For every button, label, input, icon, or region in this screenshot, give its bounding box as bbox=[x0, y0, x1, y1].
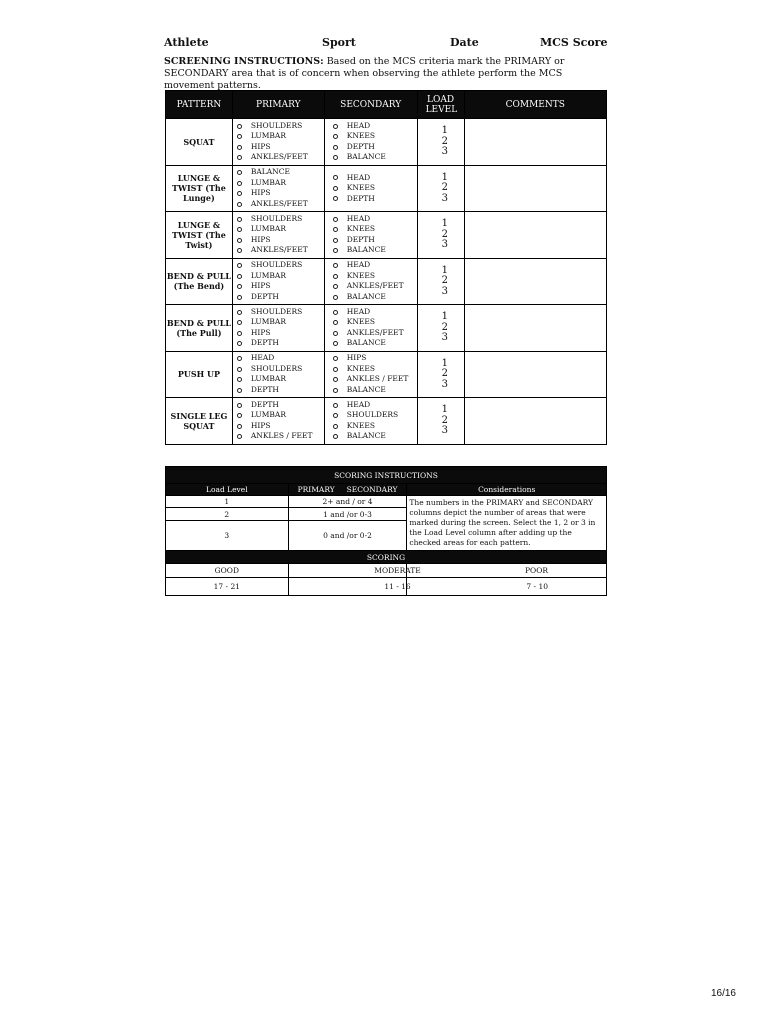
primary-option[interactable] bbox=[237, 199, 324, 210]
secondary-option[interactable] bbox=[329, 338, 417, 349]
secondary-option[interactable] bbox=[329, 183, 417, 194]
primary-option[interactable] bbox=[237, 167, 324, 178]
primary-option[interactable] bbox=[237, 142, 324, 153]
secondary-option[interactable] bbox=[329, 431, 417, 442]
load-level-option[interactable]: 1 bbox=[441, 125, 449, 136]
primary-option[interactable] bbox=[237, 338, 324, 349]
score-rule-3: 0 and /or 0-2 bbox=[288, 520, 407, 550]
col-secondary: SECONDARY bbox=[324, 91, 417, 119]
secondary-option[interactable] bbox=[329, 142, 417, 153]
load-level-option[interactable]: 1 bbox=[441, 218, 449, 229]
primary-option[interactable] bbox=[237, 421, 324, 432]
score-good: GOOD bbox=[166, 564, 289, 578]
secondary-option-label: DEPTH bbox=[346, 234, 375, 244]
checkbox-bullet-icon[interactable] bbox=[237, 434, 242, 439]
primary-option-label: HIPS bbox=[250, 188, 271, 198]
primary-option-label: ANKLES/FEET bbox=[250, 152, 308, 162]
primary-options bbox=[232, 119, 324, 166]
primary-option[interactable] bbox=[237, 431, 324, 442]
col-primary-score: PRIMARY bbox=[297, 485, 335, 494]
load-level-options bbox=[417, 258, 464, 305]
checkbox-bullet-icon[interactable] bbox=[237, 403, 242, 408]
primary-option[interactable] bbox=[237, 374, 324, 385]
checkbox-bullet-icon[interactable] bbox=[237, 388, 242, 393]
primary-option-label: LUMBAR bbox=[250, 317, 286, 327]
score-rule-2: 1 and /or 0-3 bbox=[288, 508, 407, 520]
secondary-option-label: HEAD bbox=[346, 399, 371, 409]
secondary-option[interactable] bbox=[329, 194, 417, 205]
primary-option[interactable] bbox=[237, 364, 324, 375]
mcs-score-label: MCS Score bbox=[540, 36, 608, 49]
secondary-option-label: HEAD bbox=[346, 306, 371, 316]
load-level-option[interactable]: 2 bbox=[441, 182, 449, 193]
secondary-option-label: BALANCE bbox=[346, 291, 386, 301]
primary-options bbox=[232, 258, 324, 305]
scoring-columns-row bbox=[166, 484, 607, 496]
primary-option[interactable] bbox=[237, 224, 324, 235]
secondary-option-label: KNEES bbox=[346, 317, 375, 327]
scoring-title: SCORING bbox=[166, 551, 607, 564]
secondary-option-label: BALANCE bbox=[346, 384, 386, 394]
secondary-option-label: HEAD bbox=[346, 172, 371, 182]
secondary-option[interactable] bbox=[329, 307, 417, 318]
checkbox-bullet-icon[interactable] bbox=[333, 310, 338, 315]
comments-cell[interactable] bbox=[464, 119, 606, 166]
secondary-option-label: BALANCE bbox=[346, 338, 386, 348]
pattern-name: LUNGE & TWIST (The Lunge) bbox=[166, 165, 233, 212]
sport-label: Sport bbox=[322, 36, 356, 49]
checkbox-bullet-icon[interactable] bbox=[237, 284, 242, 289]
pattern-row bbox=[166, 351, 607, 398]
checkbox-bullet-icon[interactable] bbox=[333, 356, 338, 361]
load-level-option[interactable]: 1 bbox=[441, 404, 449, 415]
load-level-option[interactable]: 3 bbox=[441, 332, 449, 343]
athlete-label: Athlete bbox=[164, 36, 209, 49]
primary-option[interactable] bbox=[237, 235, 324, 246]
primary-option-label: DEPTH bbox=[250, 291, 279, 301]
primary-option-label: HIPS bbox=[250, 281, 271, 291]
secondary-options bbox=[324, 212, 417, 259]
primary-option[interactable] bbox=[237, 353, 324, 364]
load-level-options bbox=[417, 305, 464, 352]
primary-option[interactable] bbox=[237, 410, 324, 421]
secondary-options bbox=[324, 258, 417, 305]
secondary-option[interactable] bbox=[329, 260, 417, 271]
score-moderate bbox=[288, 564, 421, 578]
secondary-option[interactable] bbox=[329, 385, 417, 396]
score-level-3: 3 bbox=[166, 520, 289, 550]
load-level-option[interactable]: 3 bbox=[441, 425, 449, 436]
secondary-option[interactable] bbox=[329, 410, 417, 421]
checkbox-bullet-icon[interactable] bbox=[333, 274, 338, 279]
considerations-text: The numbers in the PRIMARY and SECONDARY columns depict the number of areas that were marked during the screen. Select the 1, 2 or 3 in the Load Level column after adding up the checked areas for each pattern. bbox=[407, 496, 607, 551]
checkbox-bullet-icon[interactable] bbox=[237, 367, 242, 372]
load-level-option[interactable]: 2 bbox=[441, 321, 449, 333]
secondary-option[interactable] bbox=[329, 281, 417, 292]
secondary-option[interactable] bbox=[329, 364, 417, 375]
pattern-row bbox=[166, 212, 607, 259]
col-comments: COMMENTS bbox=[464, 91, 606, 119]
score-poor-range-cell bbox=[407, 578, 607, 596]
col-primary-secondary bbox=[288, 484, 407, 496]
checkbox-bullet-icon[interactable] bbox=[333, 413, 338, 418]
primary-option[interactable] bbox=[237, 188, 324, 199]
checkbox-bullet-icon[interactable] bbox=[333, 388, 338, 393]
col-secondary-score: SECONDARY bbox=[346, 485, 398, 494]
load-level-option[interactable]: 3 bbox=[441, 146, 449, 157]
secondary-option-label: BALANCE bbox=[346, 431, 386, 441]
checkbox-bullet-icon[interactable] bbox=[237, 310, 242, 315]
score-good-range: 17 - 21 bbox=[166, 578, 289, 596]
scoring-values-row bbox=[166, 578, 607, 596]
secondary-option-label: SHOULDERS bbox=[346, 410, 399, 420]
primary-option-label: DEPTH bbox=[250, 384, 279, 394]
checkbox-bullet-icon[interactable] bbox=[237, 263, 242, 268]
secondary-option-label: KNEES bbox=[346, 224, 375, 234]
score-moderate-range-cell bbox=[288, 578, 411, 596]
checkbox-bullet-icon[interactable] bbox=[237, 170, 242, 175]
pattern-name: SINGLE LEG SQUAT bbox=[166, 398, 233, 445]
col-load-level-score: Load Level bbox=[166, 484, 289, 496]
scoring-title-row bbox=[166, 551, 607, 564]
primary-option[interactable] bbox=[237, 245, 324, 256]
primary-option-label: HIPS bbox=[250, 141, 271, 151]
pattern-name: LUNGE & TWIST (The Twist) bbox=[166, 212, 233, 259]
primary-option[interactable] bbox=[237, 121, 324, 132]
primary-option-label: HIPS bbox=[250, 327, 271, 337]
secondary-option[interactable] bbox=[329, 400, 417, 411]
secondary-options bbox=[324, 165, 417, 212]
primary-options bbox=[232, 351, 324, 398]
primary-option-label: LUMBAR bbox=[250, 131, 286, 141]
primary-option-label: SHOULDERS bbox=[250, 363, 303, 373]
checkbox-bullet-icon[interactable] bbox=[237, 124, 242, 129]
load-level-option[interactable]: 1 bbox=[441, 264, 449, 276]
primary-option-label: SHOULDERS bbox=[250, 306, 303, 316]
score-poor-label: POOR bbox=[525, 566, 548, 575]
secondary-option-label: KNEES bbox=[346, 363, 375, 373]
primary-option[interactable] bbox=[237, 152, 324, 163]
primary-option[interactable] bbox=[237, 292, 324, 303]
score-moderate-range: 11 - 16 bbox=[384, 582, 411, 591]
checkbox-bullet-icon[interactable] bbox=[333, 186, 338, 191]
comments-cell[interactable] bbox=[464, 258, 606, 305]
score-moderate-label: MODERATE bbox=[374, 566, 421, 575]
checkbox-bullet-icon[interactable] bbox=[237, 248, 242, 253]
scoring-instructions-row bbox=[166, 467, 607, 484]
secondary-option-label: KNEES bbox=[346, 270, 375, 280]
score-poor-cell bbox=[407, 564, 607, 578]
checkbox-bullet-icon[interactable] bbox=[333, 341, 338, 346]
checkbox-bullet-icon[interactable] bbox=[333, 175, 338, 180]
primary-option-label: SHOULDERS bbox=[250, 120, 303, 130]
checkbox-bullet-icon[interactable] bbox=[333, 367, 338, 372]
instructions-label: SCREENING INSTRUCTIONS: bbox=[164, 56, 324, 67]
col-primary: PRIMARY bbox=[232, 91, 324, 119]
comments-cell[interactable] bbox=[464, 351, 606, 398]
secondary-option-label: BALANCE bbox=[346, 152, 386, 162]
primary-option[interactable] bbox=[237, 214, 324, 225]
secondary-option[interactable] bbox=[329, 131, 417, 142]
secondary-option-label: KNEES bbox=[346, 183, 375, 192]
load-level-options bbox=[417, 119, 464, 166]
checkbox-bullet-icon[interactable] bbox=[237, 191, 242, 196]
checkbox-bullet-icon[interactable] bbox=[237, 227, 242, 232]
col-load-level bbox=[417, 91, 464, 119]
load-level-options bbox=[417, 351, 464, 398]
pattern-row bbox=[166, 119, 607, 166]
scoring-table bbox=[165, 466, 607, 596]
primary-option[interactable] bbox=[237, 260, 324, 271]
checkbox-bullet-icon[interactable] bbox=[237, 202, 242, 207]
screening-header-row bbox=[166, 91, 607, 119]
load-level-option[interactable]: 2 bbox=[441, 368, 449, 379]
secondary-option[interactable] bbox=[329, 235, 417, 246]
secondary-option[interactable] bbox=[329, 353, 417, 364]
checkbox-bullet-icon[interactable] bbox=[333, 263, 338, 268]
load-level-options bbox=[417, 398, 464, 445]
col-load-level-label: LOAD LEVEL bbox=[425, 94, 458, 115]
load-level-option[interactable]: 1 bbox=[441, 171, 449, 183]
primary-option-label: LUMBAR bbox=[250, 224, 286, 234]
page-number: 16/16 bbox=[710, 988, 736, 999]
screening-table bbox=[165, 90, 607, 445]
scoring-headers-row bbox=[166, 564, 607, 578]
secondary-options bbox=[324, 119, 417, 166]
pattern-name: SQUAT bbox=[166, 119, 233, 166]
secondary-option[interactable] bbox=[329, 374, 417, 385]
checkbox-bullet-icon[interactable] bbox=[333, 377, 338, 382]
secondary-option[interactable] bbox=[329, 245, 417, 256]
primary-option-label: DEPTH bbox=[250, 338, 279, 348]
secondary-option-label: HEAD bbox=[346, 260, 371, 270]
secondary-option[interactable] bbox=[329, 271, 417, 282]
primary-option-label: LUMBAR bbox=[250, 374, 286, 384]
load-level-option[interactable]: 2 bbox=[441, 135, 449, 147]
load-level-option[interactable]: 3 bbox=[441, 239, 449, 250]
score-rule-1: 2+ and / or 4 bbox=[288, 496, 407, 508]
checkbox-bullet-icon[interactable] bbox=[333, 403, 338, 408]
score-level-1: 1 bbox=[166, 496, 289, 508]
score-poor-range: 7 - 10 bbox=[526, 582, 548, 591]
checkbox-bullet-icon[interactable] bbox=[333, 424, 338, 429]
comments-cell[interactable] bbox=[464, 398, 606, 445]
secondary-option[interactable] bbox=[329, 421, 417, 432]
primary-option-label: SHOULDERS bbox=[250, 213, 303, 223]
load-level-options bbox=[417, 165, 464, 212]
instructions-text: Based on the MCS criteria mark the PRIMARY or SECONDARY area that is of concern when observing the athlete perform the MCS movement patterns. bbox=[164, 56, 565, 91]
checkbox-bullet-icon[interactable] bbox=[237, 145, 242, 150]
checkbox-bullet-icon[interactable] bbox=[333, 134, 338, 139]
checkbox-bullet-icon[interactable] bbox=[237, 413, 242, 418]
primary-option-label: SHOULDERS bbox=[250, 260, 303, 270]
secondary-options bbox=[324, 305, 417, 352]
scoring-instructions-title: SCORING INSTRUCTIONS bbox=[166, 467, 607, 484]
checkbox-bullet-icon[interactable] bbox=[333, 217, 338, 222]
checkbox-bullet-icon[interactable] bbox=[237, 331, 242, 336]
load-level-option[interactable]: 2 bbox=[441, 275, 449, 286]
pattern-row bbox=[166, 258, 607, 305]
pattern-name: BEND & PULL (The Bend) bbox=[166, 258, 233, 305]
secondary-option-label: ANKLES/FEET bbox=[346, 281, 404, 291]
checkbox-bullet-icon[interactable] bbox=[333, 331, 338, 336]
load-level-option[interactable]: 1 bbox=[441, 357, 449, 369]
primary-option[interactable] bbox=[237, 307, 324, 318]
secondary-option-label: BALANCE bbox=[346, 245, 386, 255]
checkbox-bullet-icon[interactable] bbox=[333, 284, 338, 289]
checkbox-bullet-icon[interactable] bbox=[237, 356, 242, 361]
col-pattern: PATTERN bbox=[166, 91, 233, 119]
pattern-name: BEND & PULL (The Pull) bbox=[166, 305, 233, 352]
checkbox-bullet-icon[interactable] bbox=[237, 424, 242, 429]
secondary-option-label: HEAD bbox=[346, 213, 371, 223]
checkbox-bullet-icon[interactable] bbox=[333, 155, 338, 160]
primary-option[interactable] bbox=[237, 385, 324, 396]
checkbox-bullet-icon[interactable] bbox=[333, 320, 338, 325]
primary-option[interactable] bbox=[237, 281, 324, 292]
primary-option[interactable] bbox=[237, 400, 324, 411]
primary-option[interactable] bbox=[237, 178, 324, 189]
checkbox-bullet-icon[interactable] bbox=[237, 274, 242, 279]
primary-option-label: ANKLES / FEET bbox=[250, 431, 313, 441]
load-level-option[interactable]: 3 bbox=[441, 378, 449, 390]
date-label: Date bbox=[450, 36, 479, 49]
secondary-option-label: HEAD bbox=[346, 120, 371, 130]
comments-cell[interactable] bbox=[464, 165, 606, 212]
pattern-row bbox=[166, 165, 607, 212]
primary-options bbox=[232, 165, 324, 212]
primary-option-label: HIPS bbox=[250, 234, 271, 244]
secondary-option[interactable] bbox=[329, 317, 417, 328]
secondary-option-label: KNEES bbox=[346, 131, 375, 141]
secondary-option-label: HIPS bbox=[346, 353, 367, 363]
load-level-option[interactable]: 3 bbox=[441, 285, 449, 297]
checkbox-bullet-icon[interactable] bbox=[333, 295, 338, 300]
primary-option-label: ANKLES/FEET bbox=[250, 245, 308, 255]
checkbox-bullet-icon[interactable] bbox=[333, 124, 338, 129]
primary-options bbox=[232, 398, 324, 445]
primary-option-label: BALANCE bbox=[250, 167, 290, 177]
primary-option[interactable] bbox=[237, 317, 324, 328]
primary-option-label: LUMBAR bbox=[250, 270, 286, 280]
pattern-row bbox=[166, 398, 607, 445]
checkbox-bullet-icon[interactable] bbox=[237, 238, 242, 243]
secondary-options bbox=[324, 351, 417, 398]
pattern-name: PUSH UP bbox=[166, 351, 233, 398]
secondary-option[interactable] bbox=[329, 214, 417, 225]
secondary-option-label: ANKLES/FEET bbox=[346, 327, 404, 337]
load-level-options bbox=[417, 212, 464, 259]
checkbox-bullet-icon[interactable] bbox=[333, 238, 338, 243]
checkbox-bullet-icon[interactable] bbox=[333, 145, 338, 150]
secondary-option[interactable] bbox=[329, 224, 417, 235]
comments-cell[interactable] bbox=[464, 305, 606, 352]
checkbox-bullet-icon[interactable] bbox=[237, 320, 242, 325]
checkbox-bullet-icon[interactable] bbox=[237, 295, 242, 300]
primary-option-label: LUMBAR bbox=[250, 410, 286, 420]
primary-option-label: HIPS bbox=[250, 420, 271, 430]
comments-cell[interactable] bbox=[464, 212, 606, 259]
checkbox-bullet-icon[interactable] bbox=[333, 196, 338, 201]
secondary-option[interactable] bbox=[329, 173, 417, 184]
checkbox-bullet-icon[interactable] bbox=[333, 248, 338, 253]
checkbox-bullet-icon[interactable] bbox=[333, 434, 338, 439]
primary-option-label: LUMBAR bbox=[250, 177, 286, 187]
checkbox-bullet-icon[interactable] bbox=[237, 377, 242, 382]
secondary-option[interactable] bbox=[329, 152, 417, 163]
screening-instructions bbox=[164, 56, 609, 92]
load-level-option[interactable]: 2 bbox=[441, 228, 449, 240]
primary-option-label: HEAD bbox=[250, 353, 275, 363]
checkbox-bullet-icon[interactable] bbox=[237, 134, 242, 139]
secondary-options bbox=[324, 398, 417, 445]
secondary-option[interactable] bbox=[329, 121, 417, 132]
checkbox-bullet-icon[interactable] bbox=[237, 155, 242, 160]
pattern-row bbox=[166, 305, 607, 352]
secondary-option-label: DEPTH bbox=[346, 193, 375, 203]
load-level-option[interactable]: 1 bbox=[441, 311, 449, 322]
primary-option-label: DEPTH bbox=[250, 399, 279, 409]
checkbox-bullet-icon[interactable] bbox=[237, 341, 242, 346]
scoring-row-1 bbox=[166, 496, 607, 508]
secondary-option[interactable] bbox=[329, 328, 417, 339]
load-level-option[interactable]: 2 bbox=[441, 414, 449, 426]
secondary-option-label: KNEES bbox=[346, 420, 375, 430]
secondary-option-label: DEPTH bbox=[346, 141, 375, 151]
checkbox-bullet-icon[interactable] bbox=[333, 227, 338, 232]
primary-option[interactable] bbox=[237, 131, 324, 142]
primary-option[interactable] bbox=[237, 271, 324, 282]
col-considerations: Considerations bbox=[407, 484, 607, 496]
checkbox-bullet-icon[interactable] bbox=[237, 217, 242, 222]
secondary-option[interactable] bbox=[329, 292, 417, 303]
checkbox-bullet-icon[interactable] bbox=[237, 181, 242, 186]
load-level-option[interactable]: 3 bbox=[441, 192, 449, 204]
primary-option[interactable] bbox=[237, 328, 324, 339]
secondary-option-label: ANKLES / FEET bbox=[346, 374, 409, 384]
primary-options bbox=[232, 212, 324, 259]
primary-options bbox=[232, 305, 324, 352]
score-level-2: 2 bbox=[166, 508, 289, 520]
primary-option-label: ANKLES/FEET bbox=[250, 198, 308, 208]
